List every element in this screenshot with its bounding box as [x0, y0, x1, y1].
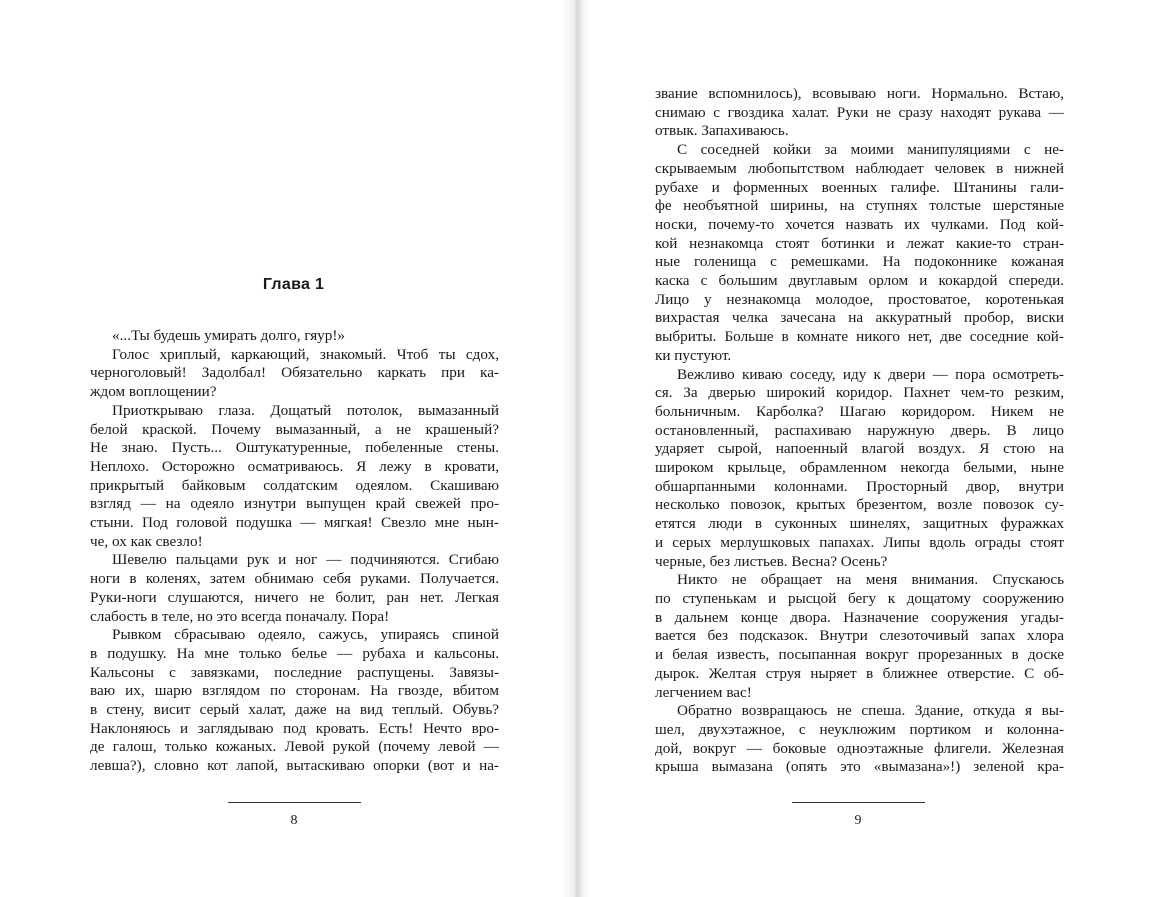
text-line: шел, двухэтажное, с неуклюжим портиком и колонна- [655, 720, 1064, 738]
text-line: слабость в теле, но это всегда поначалу. Пора! [90, 607, 390, 625]
text-line: стыни. Под головой подушка — мягкая! Свезло мне нын- [90, 514, 499, 532]
text-line: Руки-ноги слушаются, ничего не болит, ран нет. Легкая [90, 588, 499, 606]
text-line: дырок. Желтая струя ныряет в ближнее отверстие. С об- [655, 664, 1064, 682]
text-line: несколько повозок, крытых брезентом, возле повозок су- [655, 496, 1064, 514]
text-line: вается без подсказок. Внутри слезоточивый запах хлора [655, 627, 1064, 645]
text-line: каска с большим двуглавым орлом и кокардой спереди. [655, 272, 1064, 290]
text-line: Никто не обращает на меня внимания. Спускаюсь [677, 571, 1064, 589]
text-line: снимаю с гвоздика халат. Руки не сразу находят рукава — [655, 103, 1064, 121]
text-line: в дальнем конце двора. Назначение сооружения угады- [655, 608, 1064, 626]
left-page [0, 0, 575, 897]
text-line: че, ох как свезло! [90, 532, 203, 550]
footer-rule [792, 802, 925, 803]
text-line: ся. За дверью широкий коридор. Пахнет чем-то резким, [655, 384, 1064, 402]
text-line: носки, почему-то хочется назвать их чулками. Под кой- [655, 215, 1064, 233]
text-line: взгляд — на одеяло изнутри выпущен край свежей про- [90, 495, 499, 513]
right-page-body-text [655, 85, 1064, 777]
text-line: скрываемым любопытством наблюдает человек в нижней [655, 159, 1064, 177]
text-line: левша?), словно кот лапой, вытаскиваю опорки (вот и на- [90, 757, 499, 775]
text-line: ки пустуют. [655, 346, 732, 364]
text-line: ждом воплощении? [90, 383, 217, 401]
text-line: С соседней койки за моими манипуляциями с не- [677, 141, 1064, 159]
text-line: де галош, только кожаных. Левой рукой (почему левой — [90, 738, 499, 756]
page-number: 8 [290, 813, 298, 828]
text-line: Вежливо киваю соседу, иду к двери — пора осмотреть- [677, 365, 1064, 383]
text-line: рубахе и форменных военных галифе. Штанины гали- [655, 178, 1064, 196]
text-line: черные, без листьев. Весна? Осень? [655, 552, 888, 570]
text-line: вихрастая челка зачесана на аккуратный пробор, виски [655, 309, 1064, 327]
chapter-title: Глава 1 [262, 276, 325, 293]
text-line: фе необъятной ширины, на ступнях толстые шерстяные [655, 197, 1064, 215]
text-line: етятся люди в суконных шинелях, защитных фуражках [655, 515, 1064, 533]
text-line: Шевелю пальцами рук и ног — подчиняются. Сгибаю [112, 551, 499, 569]
text-line: ные голенища с ремешками. На подоконнике кожаная [655, 253, 1064, 271]
text-line: кой незнакомца стоят ботинки и лежат какие-то стран- [655, 234, 1064, 252]
page-number: 9 [854, 813, 862, 828]
text-line: ваю их, шарю взглядом по сторонам. На гвозде, вбитом [90, 682, 499, 700]
left-page-body-text [90, 327, 499, 776]
text-line: Не знаю. Пусть... Оштукатуренные, побеленные стены. [90, 439, 499, 457]
text-line: Наклоняюсь и заглядываю под кровать. Есть! Нечто вро- [90, 719, 499, 737]
text-line: черноголовый! Задолбал! Обязательно каркать при ка- [90, 364, 499, 382]
footer-rule [228, 802, 361, 803]
text-line: звание вспомнилось), всовываю ноги. Нормально. Встаю, [655, 85, 1064, 102]
text-line: и серых мерлушковых папахах. Липы вдоль ограды стоят [655, 533, 1064, 551]
text-line: крыша вымазана (опять это «вымазана»!) зеленой кра- [655, 758, 1064, 776]
text-line: и белая известь, посыпанная вокруг прорезанных в доске [655, 646, 1064, 664]
text-line: дой, вокруг — боковые одноэтажные флигели. Железная [655, 739, 1064, 757]
text-line: Неплохо. Осторожно осматриваюсь. Я лежу в кровати, [90, 457, 499, 475]
text-line: в подушку. На мне только белье — рубаха и кальсоны. [90, 644, 499, 662]
text-line: обшарпанными колоннами. Просторный двор, внутри [655, 477, 1064, 495]
text-line: остановленный, распахиваю наружную дверь. В лицо [655, 421, 1064, 439]
right-page [580, 0, 1157, 897]
text-line: прикрытый байковым солдатским одеялом. Скашиваю [90, 476, 499, 494]
text-line: легчением вас! [655, 683, 752, 701]
text-line: Кальсоны с завязками, последние распущены. Завязы- [90, 663, 499, 681]
text-line: «...Ты будешь умирать долго, гяур!» [112, 327, 346, 344]
text-line: в стену, висит серый халат, даже на вид теплый. Обувь? [90, 701, 499, 719]
text-line: широком крыльце, обрамленном некогда белыми, ныне [655, 459, 1064, 477]
text-line: белой краской. Почему вымазанный, а не крашеный? [90, 420, 499, 438]
text-line: по ступенькам и рысцой бегу к дощатому сооружению [655, 589, 1064, 607]
text-line: Обратно возвращаюсь не спеша. Здание, откуда я вы- [677, 702, 1064, 720]
text-line: Голос хриплый, каркающий, знакомый. Чтоб ты сдох, [112, 345, 499, 363]
text-line: Лицо у незнакомца молодое, простоватое, коротенькая [655, 290, 1064, 308]
text-line: ударяет сырой, напоенный влагой воздух. Я стою на [655, 440, 1064, 458]
text-line: выбриты. Больше в комнате никого нет, две соседние кой- [655, 328, 1064, 346]
text-line: Рывком сбрасываю одеяло, сажусь, упираясь спиной [112, 626, 499, 644]
text-line: Приоткрываю глаза. Дощатый потолок, вымазанный [112, 401, 499, 419]
text-line: отвык. Запахиваюсь. [655, 122, 789, 140]
text-line: ноги в коленях, затем обнимаю себя руками. Получается. [90, 570, 499, 588]
text-line: больничным. Карболка? Шагаю коридором. Никем не [655, 402, 1064, 420]
